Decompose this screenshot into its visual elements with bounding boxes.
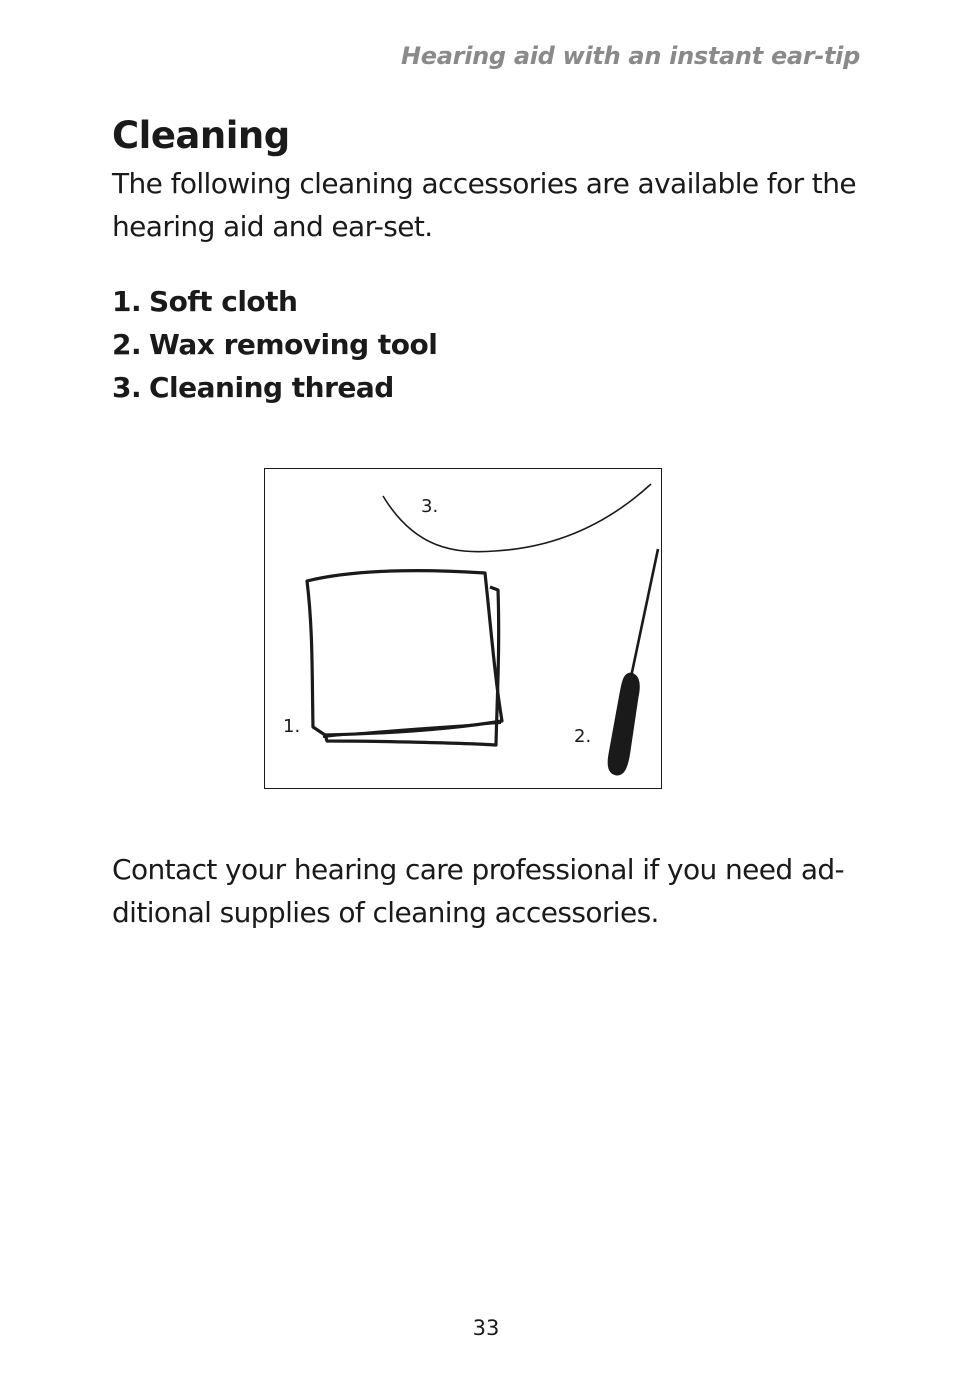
list-item-number: 1. <box>112 285 142 318</box>
accessories-list <box>112 280 437 409</box>
figure-label-thread: 3. <box>421 496 439 517</box>
wax-tool-handle-drawing <box>608 673 639 775</box>
intro-paragraph: The following cleaning accessories are available for the hearing aid and ear-set. <box>112 167 856 243</box>
list-item-number: 2. <box>112 328 142 361</box>
running-header: Hearing aid with an instant ear-tip <box>401 42 860 70</box>
section-title: Cleaning <box>112 114 290 157</box>
wax-tool-wire-drawing <box>631 549 658 677</box>
list-item <box>112 280 437 323</box>
list-item <box>112 323 437 366</box>
accessories-drawing <box>265 469 663 790</box>
page-number: 33 <box>472 1316 500 1340</box>
list-item-label: Cleaning thread <box>149 371 394 404</box>
list-item-label: Wax removing tool <box>149 328 438 361</box>
list-item <box>112 366 437 409</box>
soft-cloth-back-drawing <box>325 587 499 745</box>
figure-label-tool: 2. <box>574 726 592 747</box>
list-item-label: Soft cloth <box>149 285 298 318</box>
figure-label-cloth: 1. <box>283 716 301 737</box>
list-item-number: 3. <box>112 371 142 404</box>
outro-paragraph: Contact your hearing care professional if you need ad-ditional supplies of cleaning accessories. <box>112 853 845 929</box>
cleaning-thread-drawing <box>383 484 651 552</box>
soft-cloth-drawing <box>307 571 502 735</box>
accessories-illustration <box>264 468 662 789</box>
